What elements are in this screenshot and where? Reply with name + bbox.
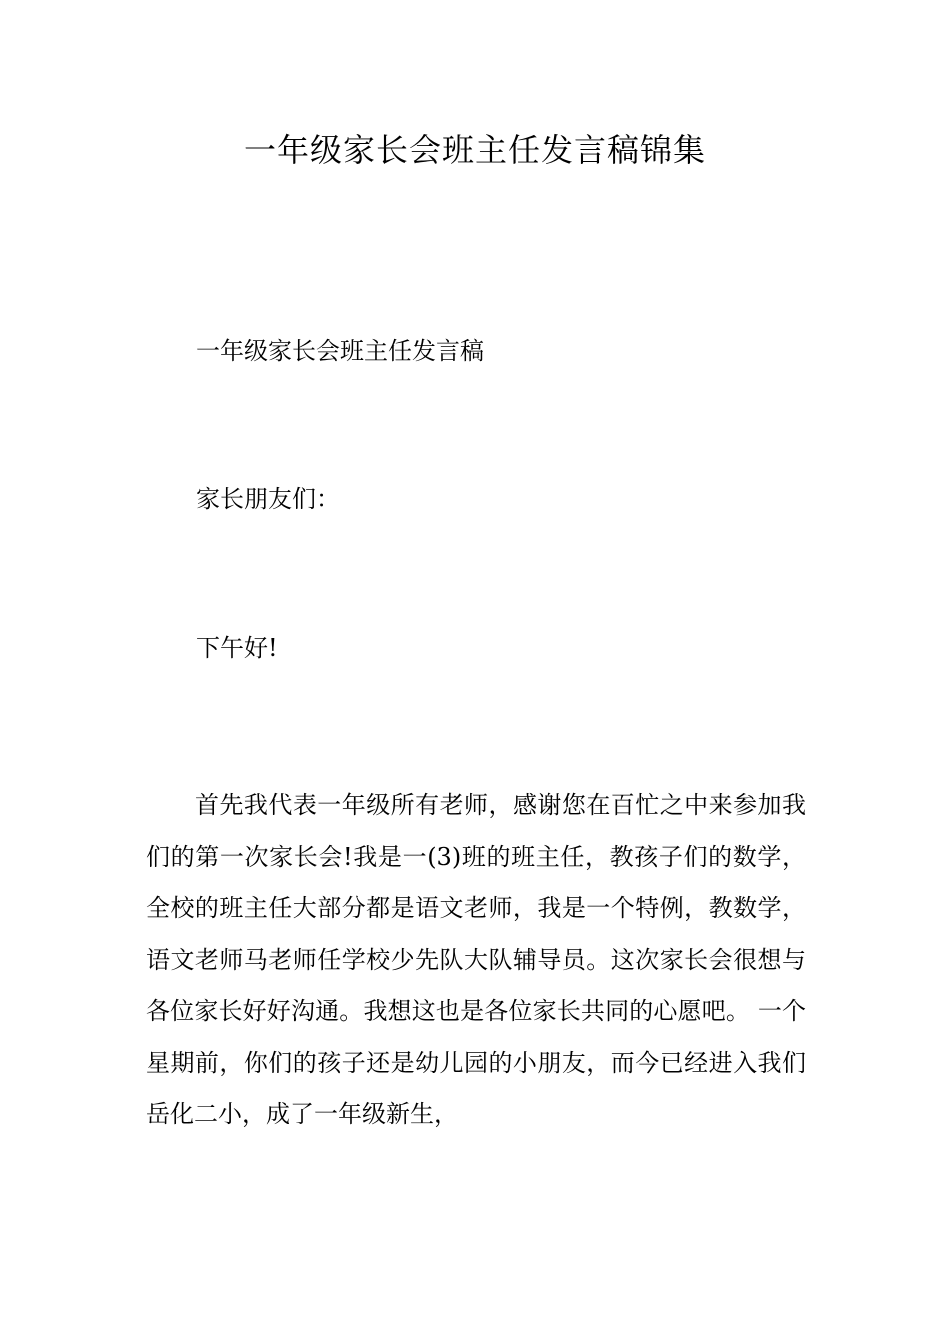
- salutation-line: 下午好!: [196, 634, 278, 662]
- document-title: 一年级家长会班主任发言稿锦集: [243, 131, 706, 169]
- document-subtitle: 一年级家长会班主任发言稿: [196, 337, 484, 365]
- greeting-line: 家长朋友们：: [196, 485, 340, 513]
- body-paragraph: 首先我代表一年级所有老师，感谢您在百忙之中来参加我们的第一次家长会!我是一(3)班的班主任，教孩子们的数学，全校的班主任大部分都是语文老师，我是一个特例，教数学，语文老师马老师任学校少先队大队辅导员。这次家长会很想与各位家长好好沟通。我想这也是各位家长共同的心愿吧。 一个星期前，你们的孩子还是幼儿园的小朋友，而今已经进入我们岳化二小，成了一年级新生，: [146, 791, 806, 1128]
